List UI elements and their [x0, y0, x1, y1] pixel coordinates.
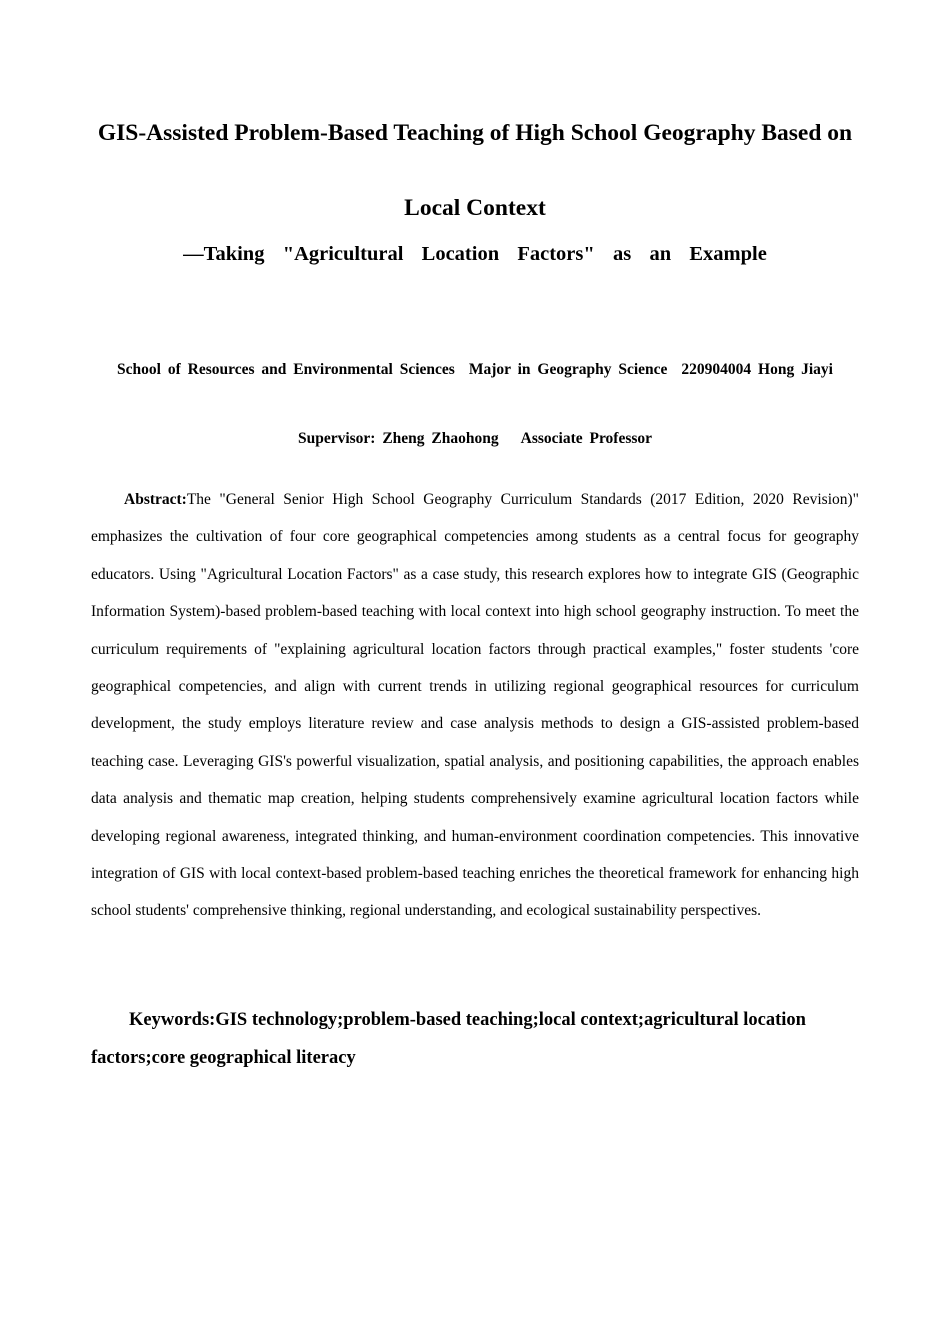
supervisor-line — [91, 422, 859, 456]
paper-subtitle: —Taking "Agricultural Location Factors" as an Example — [183, 243, 767, 265]
supervisor-name: Supervisor: Zheng Zhaohong — [297, 430, 499, 447]
paper-title: GIS-Assisted Problem-Based Teaching of High School Geography Based on Local Context — [97, 120, 853, 221]
author-affiliation — [91, 352, 859, 388]
affiliation-school: School of Resources and Environmental Sciences — [117, 361, 455, 378]
abstract-label: Abstract: — [124, 491, 187, 508]
affiliation-major: Major in Geography Science — [468, 361, 668, 378]
abstract-paragraph — [91, 481, 859, 930]
keywords-line: Keywords:GIS technology;problem-based teaching;local context;agricultural location factors;core geographical literacy — [91, 1010, 806, 1068]
author-id-name: 220904004 Hong Jiayi — [681, 361, 833, 378]
abstract-text: The "General Senior High School Geography Curriculum Standards (2017 Edition, 2020 Revision)" emphasizes the cultivation of four core geographical competencies among students as a central focus for geography educators. Using "Agricultural Location Factors" as a case study, this research explores how to integrate GIS (Geographic Information System)-based problem-based teaching with local context into high school geography instruction. To meet the curriculum requirements of "explaining agricultural location factors through practical examples," foster students 'core geographical competencies, and align with current trends in utilizing regional geographical resources for curriculum development, the study employs literature review and case analysis methods to design a GIS-assisted problem-based teaching case. Leveraging GIS's powerful visualization, spatial analysis, and positioning capabilities, the approach enables data analysis and thematic map creation, helping students comprehensively examine agricultural location factors while developing regional awareness, integrated thinking, and human-environment coordination competencies. This innovative integration of GIS with local context-based problem-based teaching enriches the theoretical framework for enhancing high school students' comprehensive thinking, regional understanding, and ecological sustainability perspectives. — [91, 491, 859, 920]
supervisor-title: Associate Professor — [520, 430, 653, 447]
